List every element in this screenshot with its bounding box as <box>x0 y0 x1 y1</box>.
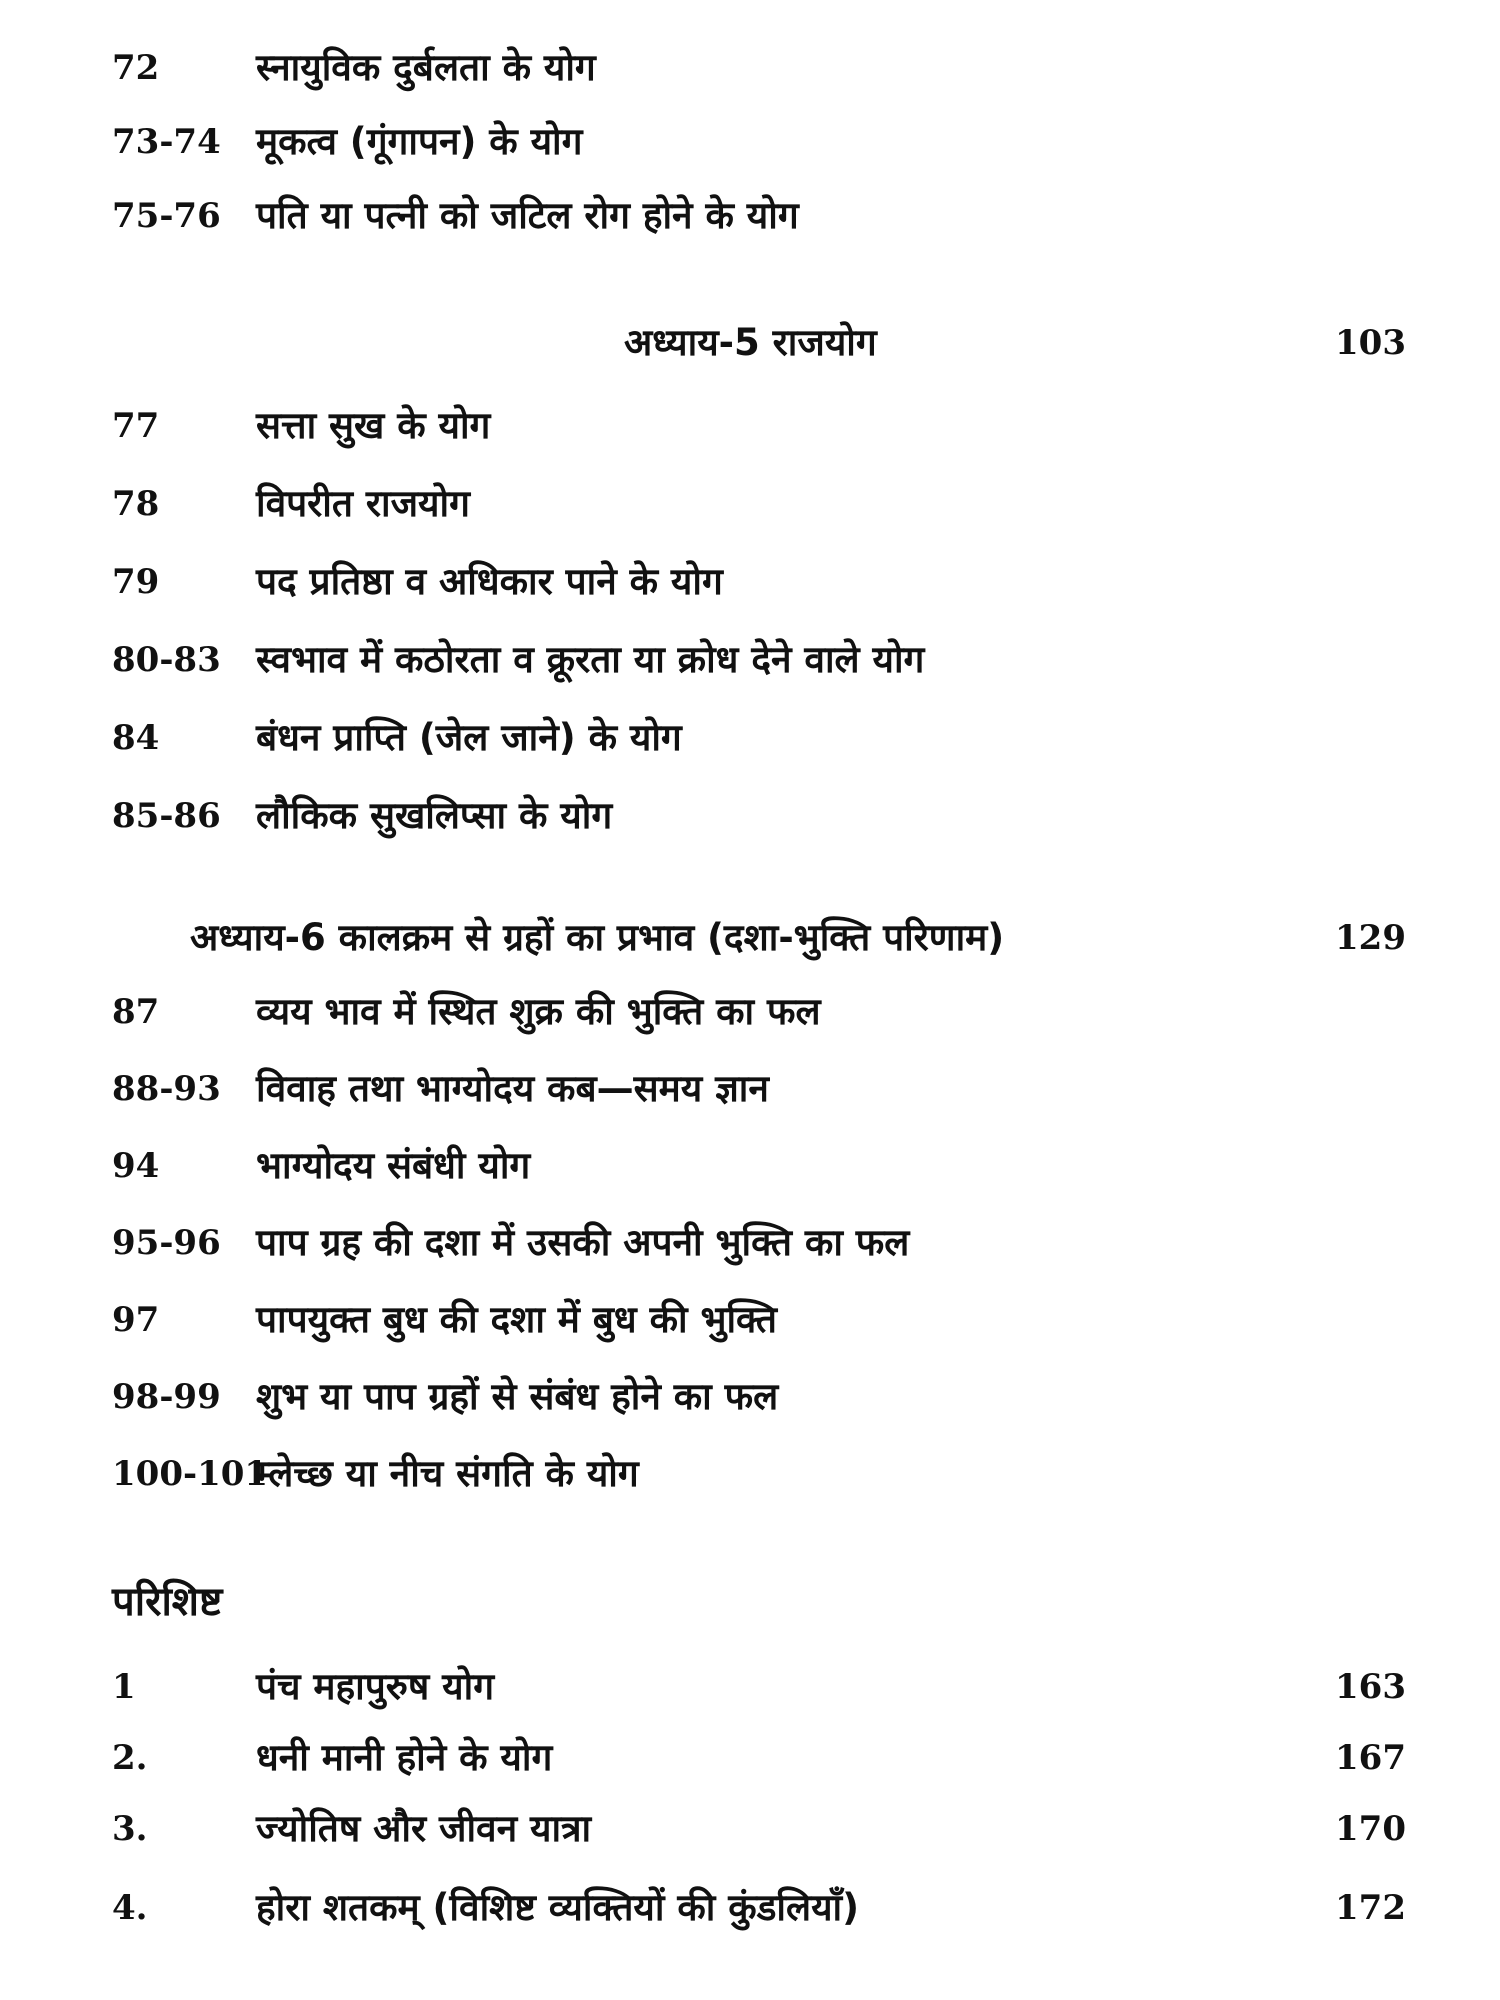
entry-title: मूकत्व (गूंगापन) के योग <box>256 120 583 163</box>
chapter-page-number: 129 <box>1335 918 1406 958</box>
toc-entry <box>0 186 1500 246</box>
toc-entry <box>0 786 1500 846</box>
entry-number: 75-76 <box>112 196 221 236</box>
chapter-page-number: 103 <box>1335 323 1406 363</box>
toc-entry <box>0 38 1500 98</box>
entry-title: पापयुक्त बुध की दशा में बुध की भुक्ति <box>256 1298 777 1341</box>
entry-number: 85-86 <box>112 796 221 836</box>
entry-number: 87 <box>112 992 160 1032</box>
entry-title: ज्योतिष और जीवन यात्रा <box>256 1807 592 1850</box>
entry-title: सत्ता सुख के योग <box>256 404 491 447</box>
entry-number: 4. <box>112 1888 148 1928</box>
entry-title: पाप ग्रह की दशा में उसकी अपनी भुक्ति का फल <box>256 1221 910 1264</box>
entry-number: 100-101 <box>112 1454 269 1494</box>
entry-number: 94 <box>112 1146 160 1186</box>
toc-entry <box>0 1213 1500 1273</box>
toc-entry <box>0 1059 1500 1119</box>
entry-title: होरा शतकम् (विशिष्ट व्यक्तियों की कुंडलियाँ) <box>256 1886 860 1929</box>
toc-entry <box>0 1136 1500 1196</box>
appendix-heading <box>0 1572 1500 1632</box>
entry-number: 98-99 <box>112 1377 221 1417</box>
entry-title: पद प्रतिष्ठा व अधिकार पाने के योग <box>256 560 723 603</box>
toc-entry <box>0 112 1500 172</box>
chapter-title: अध्याय-6 कालक्रम से ग्रहों का प्रभाव (दशा-भुक्ति परिणाम) <box>190 916 1005 959</box>
entry-number: 77 <box>112 406 160 446</box>
entry-title: व्यय भाव में स्थित शुक्र की भुक्ति का फल <box>256 990 821 1033</box>
chapter-heading <box>0 313 1500 373</box>
toc-entry <box>0 1728 1500 1788</box>
appendix-title: परिशिष्ट <box>112 1579 223 1625</box>
entry-title: भाग्योदय संबंधी योग <box>256 1144 531 1187</box>
toc-entry <box>0 708 1500 768</box>
toc-entry <box>0 474 1500 534</box>
toc-entry <box>0 552 1500 612</box>
entry-number: 84 <box>112 718 160 758</box>
entry-title: शुभ या पाप ग्रहों से संबंध होने का फल <box>256 1375 779 1418</box>
entry-title: लौकिक सुखलिप्सा के योग <box>256 794 613 837</box>
entry-page-number: 172 <box>1335 1888 1406 1928</box>
entry-number: 1 <box>112 1667 136 1707</box>
entry-number: 95-96 <box>112 1223 221 1263</box>
entry-page-number: 167 <box>1335 1738 1406 1778</box>
entry-number: 73-74 <box>112 122 221 162</box>
entry-title: पति या पत्नी को जटिल रोग होने के योग <box>256 194 799 237</box>
entry-title: स्नायुविक दुर्बलता के योग <box>256 46 596 89</box>
toc-entry <box>0 1444 1500 1504</box>
entry-number: 80-83 <box>112 640 221 680</box>
entry-title: स्वभाव में कठोरता व क्रूरता या क्रोध देने वाले योग <box>256 638 925 681</box>
chapter-heading <box>0 908 1500 968</box>
toc-entry <box>0 1657 1500 1717</box>
entry-title: पंच महापुरुष योग <box>256 1665 495 1708</box>
chapter-title: अध्याय-5 राजयोग <box>624 321 877 364</box>
entry-number: 72 <box>112 48 160 88</box>
entry-number: 3. <box>112 1809 148 1849</box>
toc-entry <box>0 630 1500 690</box>
entry-page-number: 170 <box>1335 1809 1406 1849</box>
entry-number: 97 <box>112 1300 160 1340</box>
entry-number: 78 <box>112 484 160 524</box>
entry-title: बंधन प्राप्ति (जेल जाने) के योग <box>256 716 682 759</box>
entry-title: म्लेच्छ या नीच संगति के योग <box>256 1452 639 1495</box>
entry-number: 88-93 <box>112 1069 221 1109</box>
toc-entry <box>0 396 1500 456</box>
entry-title: धनी मानी होने के योग <box>256 1736 553 1779</box>
entry-title: विपरीत राजयोग <box>256 482 470 525</box>
toc-entry <box>0 1290 1500 1350</box>
entry-title: विवाह तथा भाग्योदय कब—समय ज्ञान <box>256 1067 769 1110</box>
toc-entry <box>0 1799 1500 1859</box>
entry-page-number: 163 <box>1335 1667 1406 1707</box>
toc-entry <box>0 1367 1500 1427</box>
toc-entry <box>0 1878 1500 1938</box>
toc-entry <box>0 982 1500 1042</box>
entry-number: 2. <box>112 1738 148 1778</box>
entry-number: 79 <box>112 562 160 602</box>
